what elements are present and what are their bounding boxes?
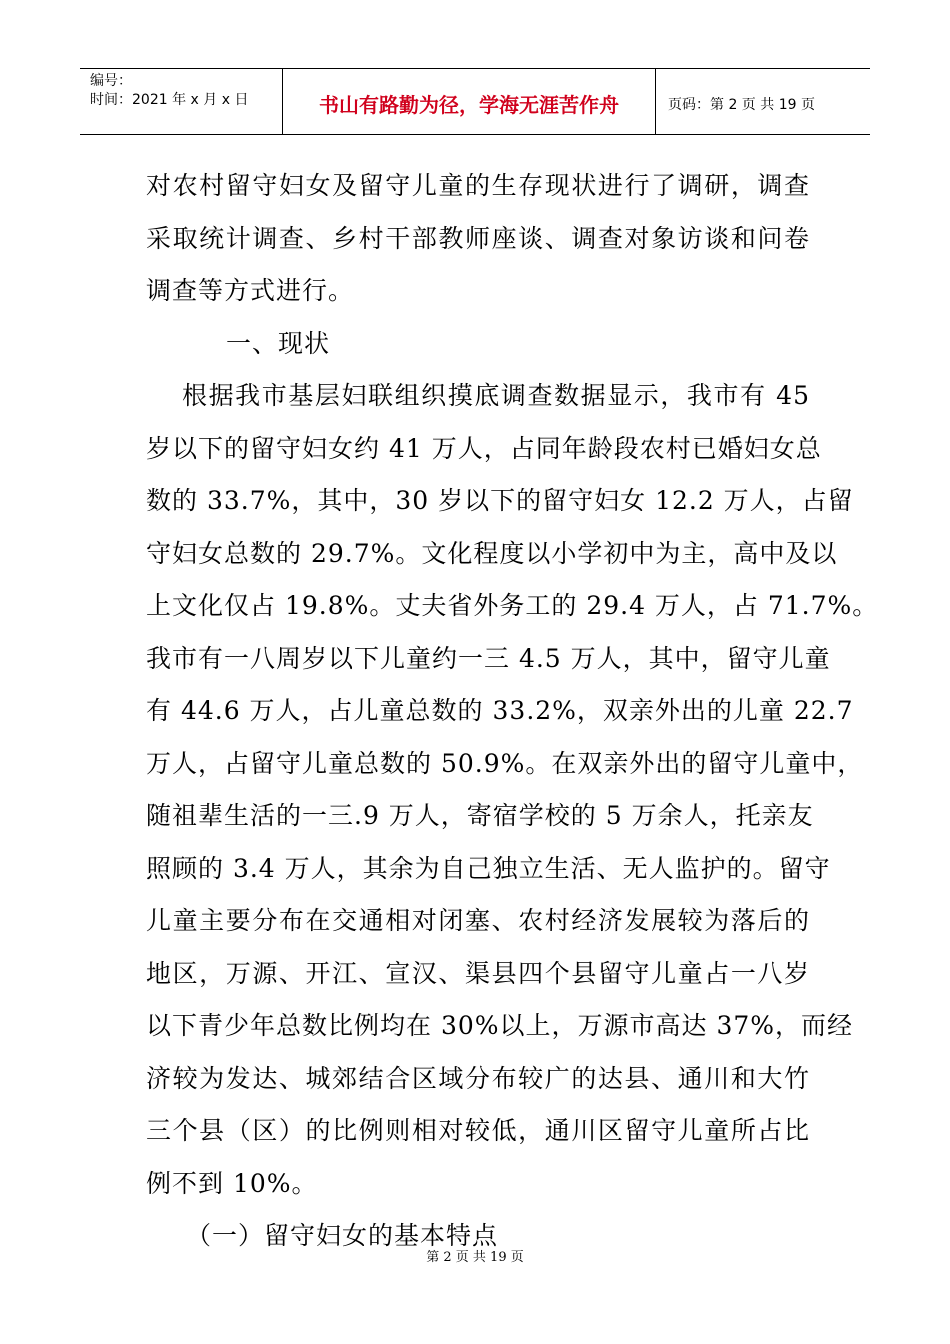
header-motto: 书山有路勤为径，学海无涯苦作舟 bbox=[283, 69, 656, 134]
header-meta bbox=[80, 69, 283, 134]
body-line: 以下青少年总数比例均在 30%以上，万源市高达 37%，而经 bbox=[146, 1011, 854, 1040]
body-line: 上文化仅占 19.8%。丈夫省外务工的 29.4 万人，占 71.7%。 bbox=[146, 591, 879, 620]
subsection-heading: （一）留守妇女的基本特点 bbox=[186, 1221, 499, 1250]
body-line: 守妇女总数的 29.7%。文化程度以小学初中为主，高中及以 bbox=[146, 538, 838, 568]
header-page-info: 页码：第 2 页 共 19 页 bbox=[668, 96, 815, 113]
body-line: 照顾的 3.4 万人，其余为自己独立生活、无人监护的。留守 bbox=[146, 853, 831, 883]
document-body bbox=[146, 160, 879, 1263]
body-line: 数的 33.7%，其中，30 岁以下的留守妇女 12.2 万人，占留 bbox=[146, 486, 854, 515]
body-line: 地区，万源、开江、宣汉、渠县四个县留守儿童占一八岁 bbox=[146, 958, 810, 988]
body-line: 三个县（区）的比例则相对较低，通川区留守儿童所占比 bbox=[146, 1116, 810, 1145]
body-line: 济较为发达、城郊结合区域分布较广的达县、通川和大竹 bbox=[146, 1063, 810, 1093]
body-line: 有 44.6 万人，占儿童总数的 33.2%，双亲外出的儿童 22.7 bbox=[146, 696, 854, 725]
body-line: 随祖辈生活的一三.9 万人，寄宿学校的 5 万余人，托亲友 bbox=[146, 801, 814, 830]
body-line: 岁以下的留守妇女约 41 万人，占同年龄段农村已婚妇女总 bbox=[146, 433, 822, 463]
body-line: 例不到 10%。 bbox=[146, 1168, 318, 1198]
body-line: 儿童主要分布在交通相对闭塞、农村经济发展较为落后的 bbox=[146, 906, 810, 935]
section-heading: 一、现状 bbox=[226, 328, 331, 358]
body-line: 根据我市基层妇联组织摸底调查数据显示，我市有 45 bbox=[182, 381, 810, 410]
body-line: 采取统计调查、乡村干部教师座谈、调查对象访谈和问卷 bbox=[146, 223, 810, 253]
body-line: 万人，占留守儿童总数的 50.9%。在双亲外出的留守儿童中， bbox=[146, 748, 864, 778]
body-line: 我市有一八周岁以下儿童约一三 4.5 万人，其中，留守儿童 bbox=[146, 643, 831, 673]
body-line: 调查等方式进行。 bbox=[146, 276, 355, 305]
body-line: 对农村留守妇女及留守儿童的生存现状进行了调研，调查 bbox=[146, 171, 810, 200]
document-number-label: 编号： bbox=[90, 73, 132, 89]
page-footer: 第 2 页 共 19 页 bbox=[426, 1250, 524, 1265]
page-header bbox=[80, 68, 870, 135]
document-date-label: 时间：2021 年 x 月 x 日 bbox=[90, 92, 249, 108]
